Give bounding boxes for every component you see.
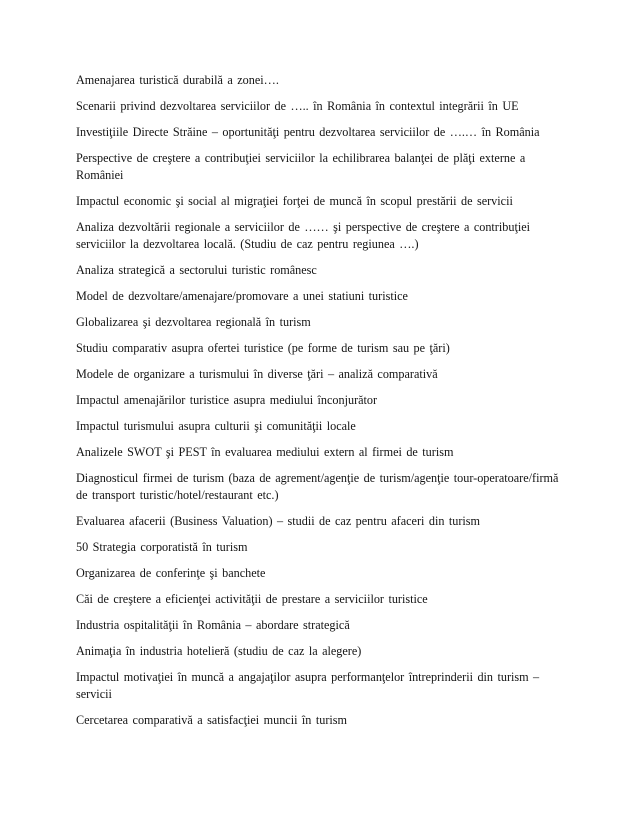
topic-item: Cercetarea comparativă a satisfacţiei muncii în turism	[76, 713, 347, 727]
topic-item: Model de dezvoltare/amenajare/promovare a unei statiuni turistice	[76, 289, 408, 303]
topic-item: 50 Strategia corporatistă în turism	[76, 540, 248, 554]
topic-item: Căi de creştere a eficienţei activităţii de prestare a serviciilor turistice	[76, 592, 428, 606]
topic-item: Animaţia în industria hotelieră (studiu de caz la alegere)	[76, 644, 362, 658]
topic-item: Impactul amenajărilor turistice asupra mediului înconjurător	[76, 393, 378, 407]
topic-item: Evaluarea afacerii (Business Valuation) – studii de caz pentru afaceri din turism	[76, 514, 481, 528]
topic-item: Modele de organizare a turismului în diverse ţări – analiză comparativă	[76, 367, 438, 381]
topic-item: Investiţiile Directe Străine – oportunităţi pentru dezvoltarea serviciilor de ….… în România	[76, 125, 540, 139]
topic-item: Scenarii privind dezvoltarea serviciilor de ….. în România în contextul integrării în UE	[76, 99, 519, 113]
topic-item: Analiza strategică a sectorului turistic românesc	[76, 263, 317, 277]
topic-item: Perspective de creştere a contribuţiei serviciilor la echilibrarea balanţei de plăţi externe a României	[76, 151, 526, 182]
topic-item: Amenajarea turistică durabilă a zonei….	[76, 73, 279, 87]
topic-item: Globalizarea şi dezvoltarea regională în turism	[76, 315, 311, 329]
topic-item: Impactul economic şi social al migraţiei forţei de muncă în scopul prestării de servicii	[76, 194, 513, 208]
topic-list	[76, 72, 568, 738]
topic-item: Analizele SWOT şi PEST în evaluarea mediului extern al firmei de turism	[76, 445, 454, 459]
topic-item: Analiza dezvoltării regionale a serviciilor de …… şi perspective de creştere a contribuţiei serviciilor la dezvoltarea locală. (Studiu de caz pentru regiunea ….)	[76, 220, 531, 251]
topic-item: Organizarea de conferinţe şi banchete	[76, 566, 266, 580]
topic-item: Studiu comparativ asupra ofertei turistice (pe forme de turism sau pe ţări)	[76, 341, 450, 355]
topic-item: Industria ospitalităţii în România – abordare strategică	[76, 618, 350, 632]
topic-item: Impactul motivaţiei în muncă a angajaţilor asupra performanţelor întreprinderii din turism – servicii	[76, 670, 540, 701]
topic-item: Impactul turismului asupra culturii şi comunităţii locale	[76, 419, 356, 433]
topic-item: Diagnosticul firmei de turism (baza de agrement/agenţie de turism/agenţie tour-operatoare/firmă de transport turistic/hotel/restaurant etc.)	[76, 471, 559, 502]
